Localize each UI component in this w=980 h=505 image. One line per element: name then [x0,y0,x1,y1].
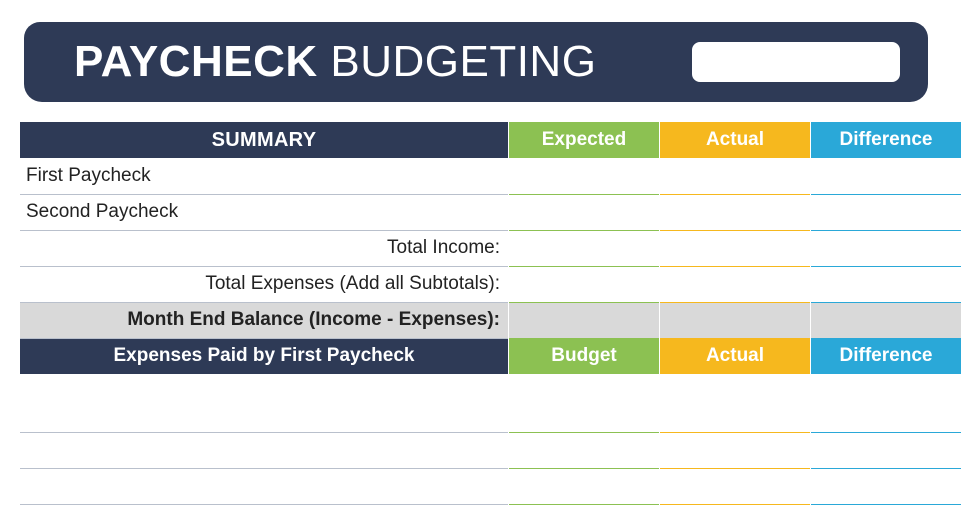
cell-actual[interactable] [660,468,810,504]
cell-difference[interactable] [811,432,961,468]
summary-col-expected: Expected [509,122,659,158]
expenses-col-budget: Budget [509,338,659,374]
expenses-header-row [20,338,961,374]
cell-actual[interactable] [660,266,810,302]
table-row [20,266,961,302]
cell-budget[interactable] [509,432,659,468]
row-label[interactable] [20,468,508,504]
cell-expected[interactable] [509,302,659,338]
row-label: Second Paycheck [20,194,508,230]
budget-sheet [20,122,960,505]
summary-col-difference: Difference [811,122,961,158]
row-label: Total Expenses (Add all Subtotals): [20,266,508,302]
cell-budget[interactable] [509,468,659,504]
cell-difference[interactable] [811,468,961,504]
spacer-cell [509,374,659,396]
cell-expected[interactable] [509,230,659,266]
table-row [20,194,961,230]
row-label: First Paycheck [20,158,508,194]
header-banner [24,22,928,102]
spacer-cell [811,374,961,396]
cell-actual[interactable] [660,158,810,194]
expenses-header-label: Expenses Paid by First Paycheck [20,338,508,374]
cell-expected[interactable] [509,158,659,194]
expenses-col-difference: Difference [811,338,961,374]
expenses-col-actual: Actual [660,338,810,374]
table-row [20,468,961,504]
page-title-light: BUDGETING [330,37,597,86]
table-row [20,158,961,194]
cell-expected[interactable] [509,194,659,230]
row-label: Month End Balance (Income - Expenses): [20,302,508,338]
cell-expected[interactable] [509,266,659,302]
cell-actual[interactable] [660,230,810,266]
spacer-cell [660,374,810,396]
row-label[interactable] [20,396,508,432]
cell-difference[interactable] [811,158,961,194]
cell-actual[interactable] [660,432,810,468]
cell-difference[interactable] [811,396,961,432]
budget-grid [20,122,961,505]
table-row [20,302,961,338]
table-row [20,432,961,468]
table-row [20,230,961,266]
cell-actual[interactable] [660,396,810,432]
row-label[interactable] [20,432,508,468]
cell-actual[interactable] [660,302,810,338]
table-row [20,396,961,432]
summary-col-actual: Actual [660,122,810,158]
spacer-row [20,374,961,396]
cell-budget[interactable] [509,396,659,432]
spacer-cell [20,374,508,396]
cell-difference[interactable] [811,230,961,266]
row-label: Total Income: [20,230,508,266]
cell-difference[interactable] [811,194,961,230]
page-title-bold: PAYCHECK [74,37,318,86]
cell-difference[interactable] [811,302,961,338]
summary-header-row [20,122,961,158]
page-title [74,39,596,85]
cell-actual[interactable] [660,194,810,230]
cell-difference[interactable] [811,266,961,302]
month-input[interactable] [692,42,900,82]
summary-header-label: SUMMARY [20,122,508,158]
